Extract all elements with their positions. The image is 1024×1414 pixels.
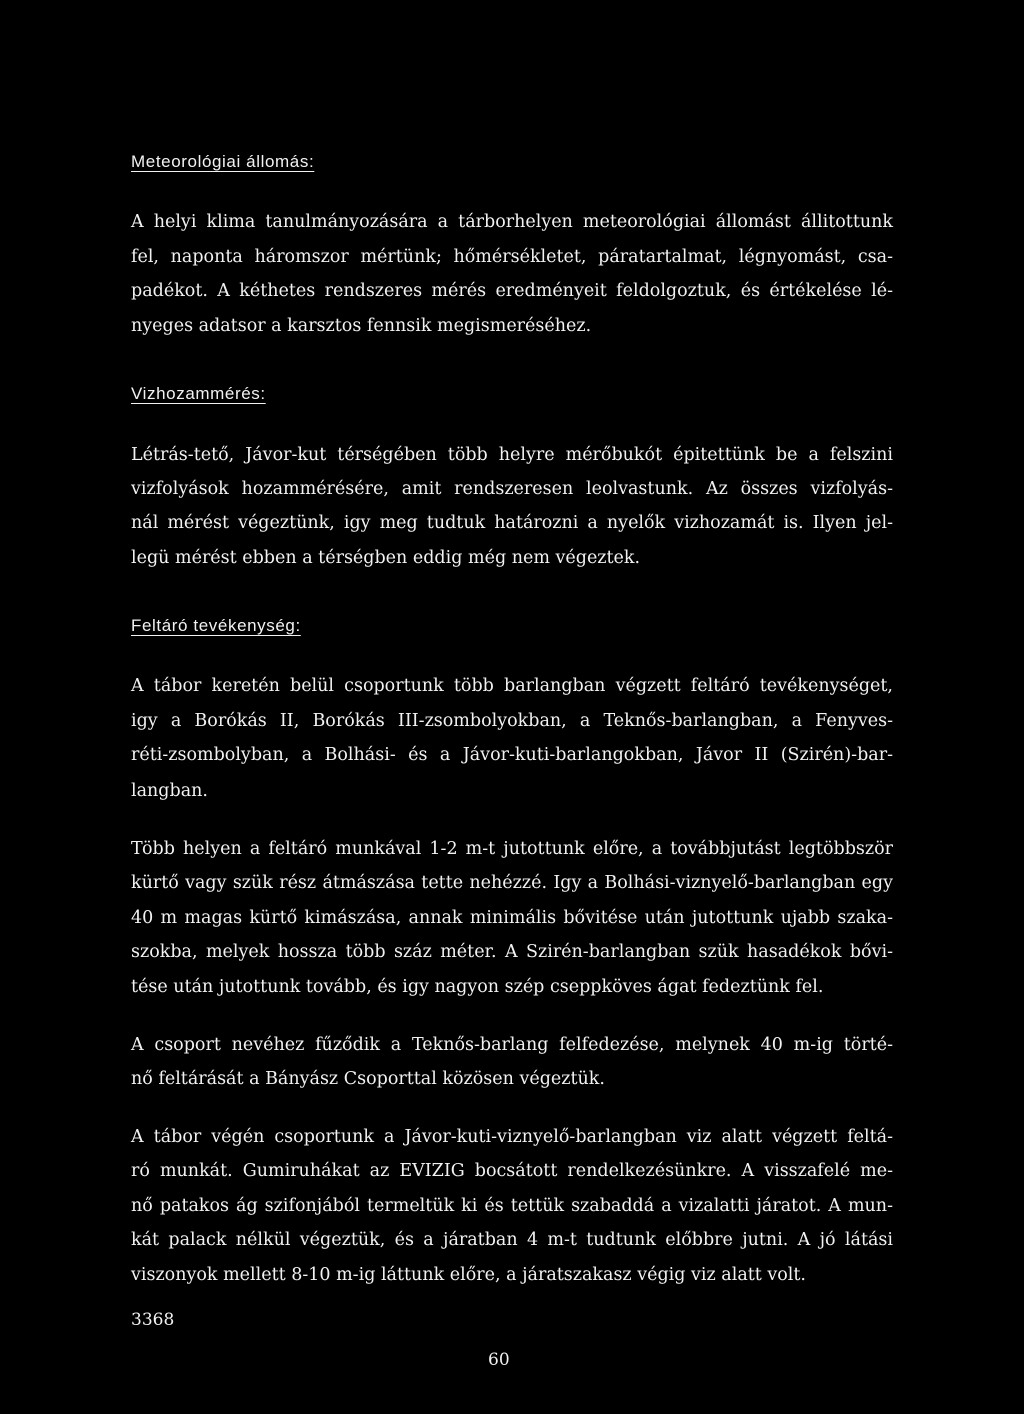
text-line: A csoport nevéhez fűződik a Teknős-barlang felfedezése, melynek 40 m-ig törté- [131,1035,893,1055]
document-number: 3368 [131,1310,175,1330]
text-line: szokba, melyek hossza több száz méter. A Szirén-barlangban szük hasadékok bővi- [131,942,893,962]
text-line: igy a Borókás II, Borókás III-zsombolyokban, a Teknős-barlangban, a Fenyves- [131,711,893,731]
text-line: nő patakos ág szifonjából termeltük ki és tettük szabaddá a vizalatti járatot. A mun- [131,1196,893,1216]
text-line: 40 m magas kürtő kimászása, annak minimális bővitése után jutottunk ujabb szaka- [131,908,893,928]
text-line: A helyi klima tanulmányozására a tárborhelyen meteorológiai állomást állitottunk [131,212,893,232]
text-line: kát palack nélkül végeztük, és a járatban 4 m-t tudtunk előbbre jutni. A jó látási [131,1230,893,1250]
text-line: viszonyok mellett 8-10 m-ig láttunk előre, a járatszakasz végig viz alatt volt. [131,1265,806,1285]
text-line: Létrás-tető, Jávor-kut térségében több helyre mérőbukót épitettünk be a felszini [131,445,893,465]
section-heading-meteorological-station: Meteorológiai állomás: [131,152,315,171]
text-line: nál mérést végeztünk, igy meg tudtuk határozni a nyelők vizhozamát is. Ilyen jel- [131,513,893,533]
text-line: nő feltárását a Bányász Csoporttal közösen végeztük. [131,1069,605,1089]
text-line: A tábor keretén belül csoportunk több barlangban végzett feltáró tevékenységet, [131,676,893,696]
text-line: Több helyen a feltáró munkával 1-2 m-t jutottunk előre, a továbbjutást legtöbbször [131,839,893,859]
text-line: vizfolyások hozammérésére, amit rendszeresen leolvastunk. Az összes vizfolyás- [131,479,893,499]
section-heading-water-flow-measurement: Vizhozammérés: [131,384,266,403]
page-number: 60 [488,1350,510,1370]
text-line: tése után jutottunk tovább, és igy nagyon szép cseppköves ágat fedeztünk fel. [131,977,824,997]
text-line: ró munkát. Gumiruhákat az EVIZIG bocsátott rendelkezésünkre. A visszafelé me- [131,1161,893,1181]
text-line: réti-zsombolyban, a Bolhási- és a Jávor-kuti-barlangokban, Jávor II (Szirén)-bar- [131,745,893,765]
section-heading-exploration-activity: Feltáró tevékenység: [131,616,301,635]
text-line: kürtő vagy szük rész átmászása tette nehézzé. Igy a Bolhási-viznyelő-barlangban egy [131,873,893,893]
text-line: langban. [131,781,208,801]
text-line: A tábor végén csoportunk a Jávor-kuti-viznyelő-barlangban viz alatt végzett feltá- [131,1127,893,1147]
text-line: fel, naponta háromszor mértünk; hőmérsékletet, páratartalmat, légnyomást, csa- [131,247,893,267]
text-line: nyeges adatsor a karsztos fennsik megismeréséhez. [131,316,592,336]
text-line: padékot. A kéthetes rendszeres mérés eredményeit feldolgoztuk, és értékelése lé- [131,281,893,301]
text-line: legü mérést ebben a térségben eddig még nem végeztek. [131,548,641,568]
